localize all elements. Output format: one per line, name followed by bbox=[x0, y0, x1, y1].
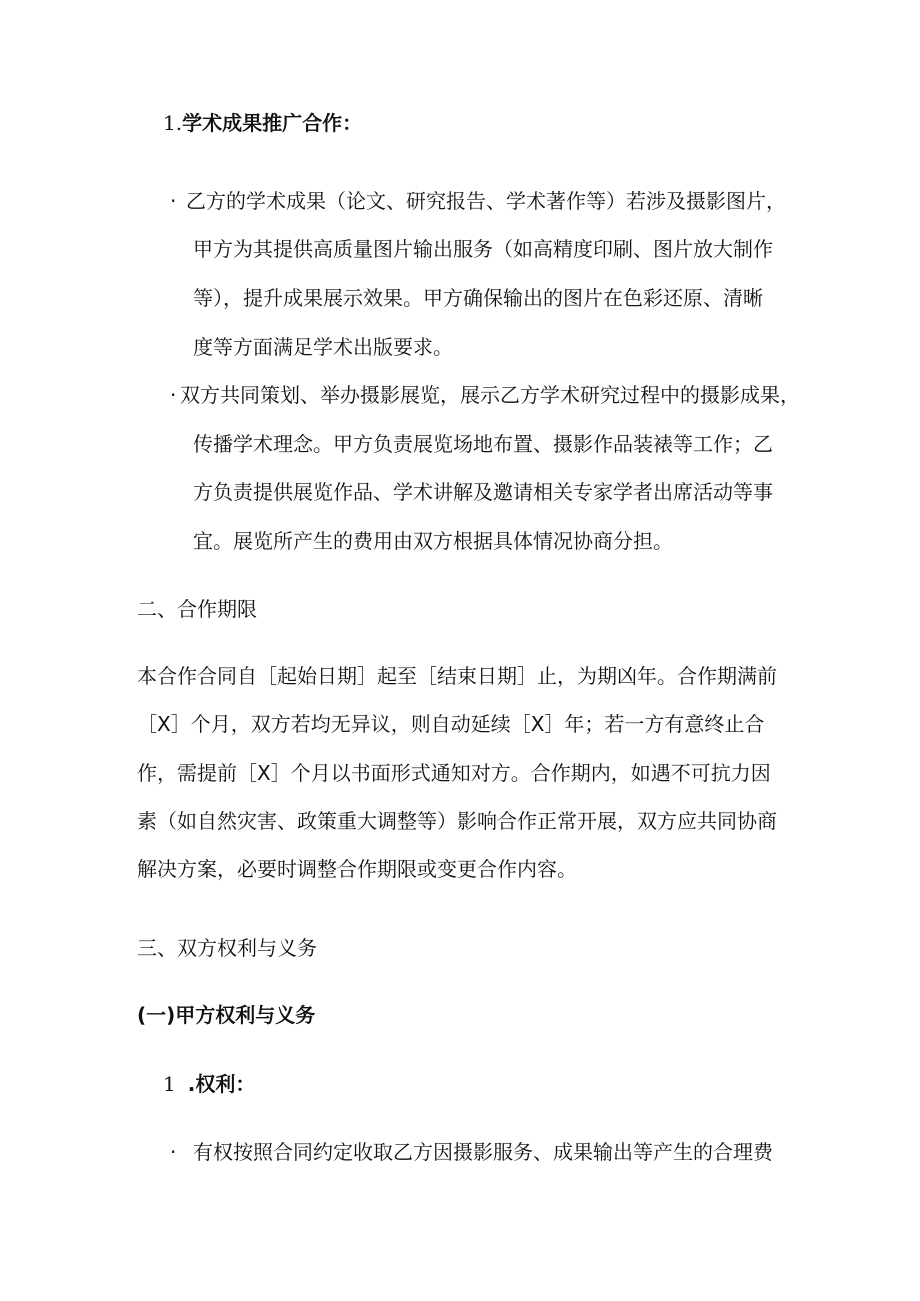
bullet-dot: · bbox=[170, 1140, 177, 1164]
paragraph-line: 素（如自然灾害、政策重大调整等）影响合作正常开展，双方应共同协商 bbox=[137, 809, 777, 833]
paragraph-line: 双方共同策划、举办摄影展览，展示乙方学术研究过程中的摄影成果， bbox=[180, 383, 800, 407]
item-title: .权利： bbox=[187, 1072, 256, 1096]
paragraph-line: 本合作合同自［起始日期］起至［结束日期］止，为期凶年。合作期满前 bbox=[137, 664, 777, 688]
paragraph-line: 方负责提供展览作品、学术讲解及邀请相关专家学者出席活动等事 bbox=[193, 480, 773, 504]
heading-title: 学术成果推广合作： bbox=[182, 111, 363, 135]
heading-number: 1. bbox=[163, 111, 183, 135]
section-heading-term: 二、合作期限 bbox=[137, 597, 257, 621]
item-heading-rights bbox=[163, 1070, 255, 1098]
paragraph-line: 传播学术理念。甲方负责展览场地布置、摄影作品装裱等工作；乙 bbox=[193, 432, 773, 456]
paragraph-line: 度等方面满足学术出版要求。 bbox=[193, 335, 453, 359]
paragraph-line: 甲方为其提供高质量图片输出服务（如高精度印刷、图片放大制作 bbox=[193, 237, 773, 261]
paragraph-line: 等），提升成果展示效果。甲方确保输出的图片在色彩还原、清晰 bbox=[193, 286, 763, 310]
paragraph-line: ［X］个月，双方若均无异议，则自动延续［X］年；若一方有意终止合 bbox=[137, 712, 765, 736]
paragraph-line: 宜。展览所产生的费用由双方根据具体情况协商分担。 bbox=[193, 529, 673, 553]
bullet-dot: · bbox=[170, 383, 177, 407]
paragraph-line: 有权按照合同约定收取乙方因摄影服务、成果输出等产生的合理费 bbox=[193, 1140, 773, 1164]
bullet-dot: · bbox=[170, 189, 177, 213]
paragraph-line: 作，需提前［X］个月以书面形式通知对方。合作期内，如遇不可抗力因 bbox=[137, 761, 771, 785]
subsection-heading-party-a: (一)甲方权利与义务 bbox=[137, 1003, 316, 1027]
section-heading-rights: 三、双方权利与义务 bbox=[137, 936, 317, 960]
paragraph-line: 解决方案，必要时调整合作期限或变更合作内容。 bbox=[137, 857, 577, 881]
paragraph-line: 乙方的学术成果（论文、研究报告、学术著作等）若涉及摄影图片， bbox=[186, 189, 786, 213]
section-heading-academic-promotion bbox=[163, 109, 362, 137]
item-number: 1 bbox=[163, 1072, 176, 1096]
